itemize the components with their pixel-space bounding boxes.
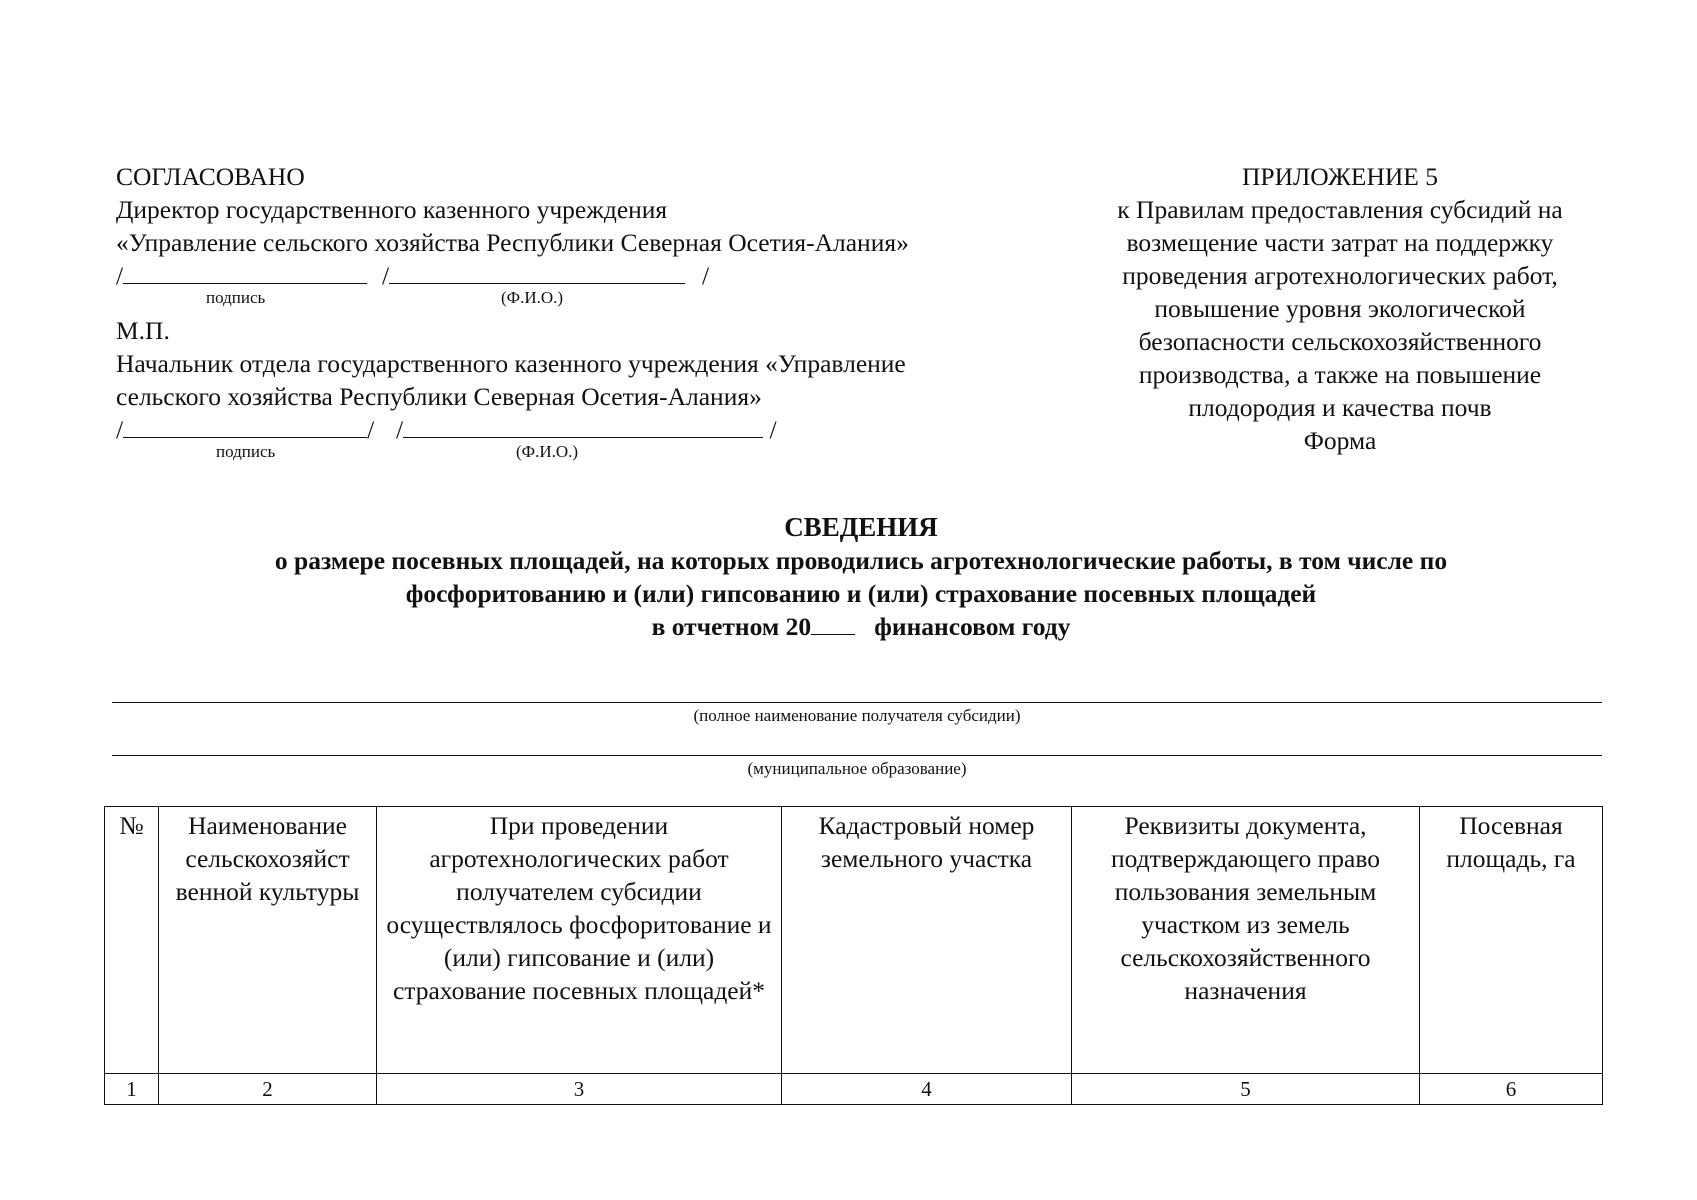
- document-title: СВЕДЕНИЯ: [784, 512, 938, 542]
- appendix-line: проведения агротехнологических работ,: [1122, 261, 1558, 290]
- director-name-caption: (Ф.И.О.): [501, 288, 564, 307]
- department-head-name-line[interactable]: [403, 415, 763, 438]
- form-label: Форма: [1303, 426, 1377, 455]
- column-header-sown-area: Посевная площадь, га: [1420, 807, 1603, 1074]
- column-header-crop-name: Наименование сельскохозяйст венной культуры: [159, 807, 377, 1074]
- column-header-agrotech-works: При проведении агротехнологических работ получателем субсидии осуществлялось фосфоритование и (или) гипсование и (или) страхование посевных площадей*: [377, 807, 782, 1074]
- appendix-line: плодородия и качества почв: [1188, 393, 1492, 422]
- document-subtitle-line2: фосфоритованию и (или) гипсованию и (или) страхование посевных площадей: [405, 579, 1317, 608]
- table-header-row: [105, 807, 1603, 1074]
- reporting-year-field[interactable]: [811, 610, 855, 635]
- approval-heading: СОГЛАСОВАНО: [116, 162, 305, 191]
- appendix-line: возмещение части затрат на поддержку: [1126, 228, 1554, 257]
- reporting-year-prefix: в отчетном 20: [651, 612, 812, 641]
- column-header-number: №: [105, 807, 159, 1074]
- director-title-line2: «Управление сельского хозяйства Республики Северная Осетия-Алания»: [116, 228, 909, 257]
- column-number-cell: 4: [782, 1074, 1072, 1105]
- stamp-place: М.П.: [116, 316, 170, 345]
- director-signature-line[interactable]: [123, 261, 367, 284]
- department-head-line1: Начальник отдела государственного казенного учреждения «Управление: [116, 349, 906, 378]
- director-signature-captions: [116, 288, 1036, 314]
- municipality-line[interactable]: [112, 755, 1602, 756]
- column-number-cell: 6: [1420, 1074, 1603, 1105]
- director-title-line1: Директор государственного казенного учреждения: [116, 195, 668, 224]
- department-head-signature-line[interactable]: [123, 415, 367, 438]
- column-number-cell: 3: [377, 1074, 782, 1105]
- recipient-name-caption: (полное наименование получателя субсидии): [693, 706, 1021, 725]
- column-number-cell: 2: [159, 1074, 377, 1105]
- department-head-signature-caption: подпись: [216, 442, 276, 461]
- director-name-line[interactable]: [389, 261, 685, 284]
- appendix-line: к Правилам предоставления субсидий на: [1117, 195, 1563, 224]
- recipient-name-line[interactable]: [112, 702, 1602, 703]
- column-header-land-document: Реквизиты документа, подтверждающего право пользования земельным участком из земель сельскохозяйственного назначения: [1072, 807, 1420, 1074]
- director-signature-caption: подпись: [206, 288, 266, 307]
- approval-block: [116, 160, 1036, 468]
- appendix-block: [1060, 160, 1620, 457]
- appendix-line: безопасности сельскохозяйственного: [1138, 327, 1542, 356]
- municipality-caption: (муниципальное образование): [747, 759, 967, 778]
- appendix-title: ПРИЛОЖЕНИЕ 5: [1241, 162, 1439, 191]
- department-head-name-caption: (Ф.И.О.): [516, 442, 579, 461]
- column-header-cadastral-number: Кадастровый номер земельного участка: [782, 807, 1072, 1074]
- reporting-year-suffix: финансовом году: [874, 612, 1071, 641]
- appendix-line: повышение уровня экологической: [1154, 294, 1526, 323]
- document-subtitle-line3: [116, 610, 1606, 643]
- director-signature-row: / / /: [116, 261, 710, 290]
- department-head-signature-row: / / / /: [116, 415, 777, 444]
- appendix-line: производства, а также на повышение: [1138, 360, 1542, 389]
- crop-area-table: [104, 806, 1603, 1105]
- department-head-signature-captions: [116, 442, 1036, 468]
- department-head-line2: сельского хозяйства Республики Северная Осетия-Алания»: [116, 382, 762, 411]
- table-row: [105, 1074, 1603, 1105]
- document-title-block: [116, 510, 1606, 643]
- column-number-cell: 1: [105, 1074, 159, 1105]
- column-number-cell: 5: [1072, 1074, 1420, 1105]
- document-subtitle-line1: о размере посевных площадей, на которых проводились агротехнологические работы, в том числе по: [274, 546, 1448, 575]
